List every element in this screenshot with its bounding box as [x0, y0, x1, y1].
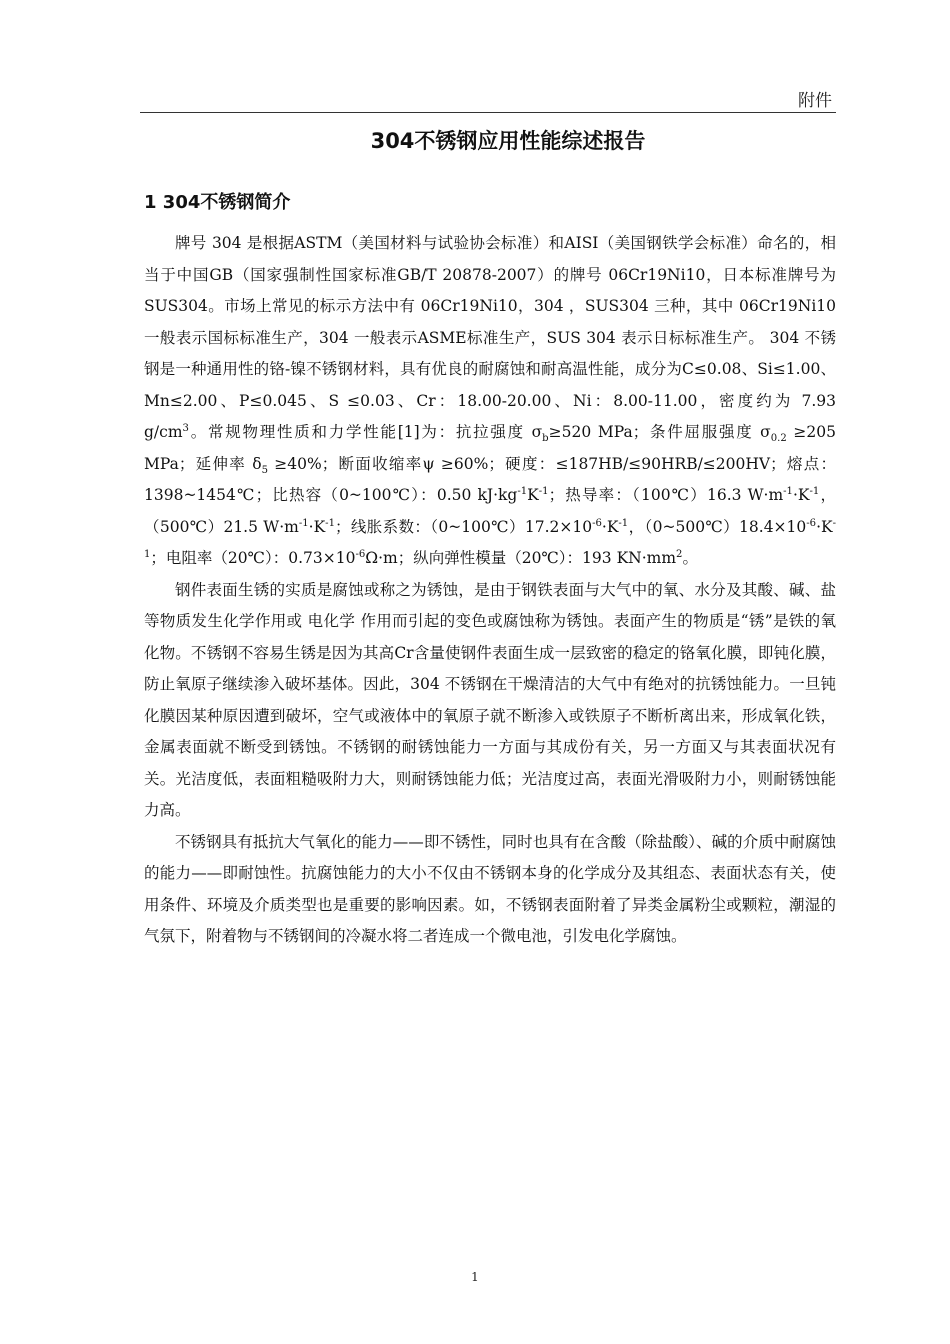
text-run: 。常规物理性质和力学性能[1]为：抗拉强度 σ: [188, 423, 543, 441]
text-run: ；电阻率（20℃）：0.73×10: [150, 549, 356, 567]
text-run: ，（500℃）21.5 W·m: [144, 486, 836, 536]
text-run: ≥40%；断面收缩率ψ ≥60%；硬度：≤187HB/≤90HRB/≤200HV；熔点：1398~1454℃；比热容（0~100℃）：0.50 kJ·kg: [144, 454, 836, 504]
document-body: [144, 228, 836, 953]
document-title: 304不锈钢应用性能综述报告: [370, 129, 646, 153]
paragraph-rust-mechanism: 钢件表面生锈的实质是腐蚀或称之为锈蚀，是由于钢铁表面与大气中的氧、水分及其酸、碱、盐等物质发生化学作用或 电化学 作用而引起的变色或腐蚀称为锈蚀。表面产生的物质是“锈”是铁的氧化物。不锈钢不容易生锈是因为其高Cr含量使钢件表面生成一层致密的稳定的铬氧化膜，即钝化膜，防止氧原子继续渗入破坏基体。因此，304 不锈钢在干燥清洁的大气中有绝对的抗锈蚀能力。一旦钝化膜因某种原因遭到破坏，空气或液体中的氧原子就不断渗入或铁原子不断析离出来，形成氧化铁，金属表面就不断受到锈蚀。不锈钢的耐锈蚀能力一方面与其成份有关，另一方面又与其表面状况有关。光洁度低，表面粗糙吸附力大，则耐锈蚀能力低；光洁度过高，表面光滑吸附力小，则耐锈蚀能力高。: [144, 580, 836, 819]
text-run: 牌号 304 是根据ASTM（美国材料与试验协会标准）和AISI（美国钢铁学会标准）命名的，相当于中国GB（国家强制性国家标准GB/T 20878-2007）的牌号 06Cr19Ni10，日本标准牌号为SUS304。市场上常见的标示方法中有 06Cr19Ni10，304 ，SUS304 三种，其中 06Cr19Ni10 一般表示国标标准生产，304 一般表示ASME标准生产，SUS 304 表示日标标准生产。 304 不锈钢是一种通用性的铬-镍不锈钢材料，具有优良的耐腐蚀和耐高温性能，成分为C≤0.08、Si≤1.00、Mn≤2.00、P≤0.045、S ≤0.03、Cr：18.00-20.00、Ni：8.00-11.00，密度约为 7.93 g/cm: [144, 234, 836, 441]
subscript: 0.2: [770, 433, 787, 445]
superscript: -6: [355, 548, 366, 560]
paragraph-intro: [144, 228, 836, 575]
subscript: 5: [261, 464, 269, 476]
text-run: 。: [682, 549, 698, 567]
superscript: -1: [783, 485, 793, 497]
superscript: -6: [592, 517, 602, 529]
superscript: 3: [182, 422, 189, 434]
text-run: ≥205 MPa；延伸率 δ: [144, 423, 836, 473]
superscript: -1: [325, 517, 335, 529]
text-run: ·K: [601, 517, 619, 536]
header-label: 附件: [798, 91, 832, 111]
text-run: ·K: [816, 517, 833, 536]
text-run: ·K: [792, 486, 810, 504]
text-run: K: [527, 486, 539, 504]
superscript: -1: [517, 485, 528, 497]
section-heading: 1 304不锈钢简介: [144, 192, 291, 213]
header-rule: [140, 112, 836, 113]
superscript: -1: [538, 485, 549, 497]
superscript: -1: [144, 517, 837, 560]
text-run: ·K: [308, 517, 326, 536]
text-run: ，（0~500℃）18.4×10: [628, 517, 807, 536]
text-run: ；线胀系数：（0~100℃）17.2×10: [334, 517, 593, 536]
text-run: ≥520 MPa；条件屈服强度 σ: [548, 423, 771, 441]
superscript: -1: [809, 485, 820, 497]
paragraph-corrosion-resistance: 不锈钢具有抵抗大气氧化的能力——即不锈性，同时也具有在含酸（除盐酸）、碱的介质中耐腐蚀的能力——即耐蚀性。抗腐蚀能力的大小不仅由不锈钢本身的化学成分及其组态、表面状态有关，使用条件、环境及介质类型也是重要的影响因素。如，不锈钢表面附着了异类金属粉尘或颗粒，潮湿的气氛下，附着物与不锈钢间的冷凝水将二者连成一个微电池，引发电化学腐蚀。: [144, 832, 836, 945]
text-run: ；热导率：（100℃）16.3 W·m: [548, 486, 784, 504]
subscript: b: [542, 433, 549, 445]
superscript: -1: [298, 517, 309, 529]
superscript: -1: [618, 517, 629, 529]
superscript: 2: [676, 548, 683, 560]
superscript: -6: [806, 517, 817, 529]
text-run: Ω·m；纵向弹性模量（20℃）：193 KN·mm: [365, 549, 677, 567]
page-number: 1: [471, 1270, 479, 1284]
